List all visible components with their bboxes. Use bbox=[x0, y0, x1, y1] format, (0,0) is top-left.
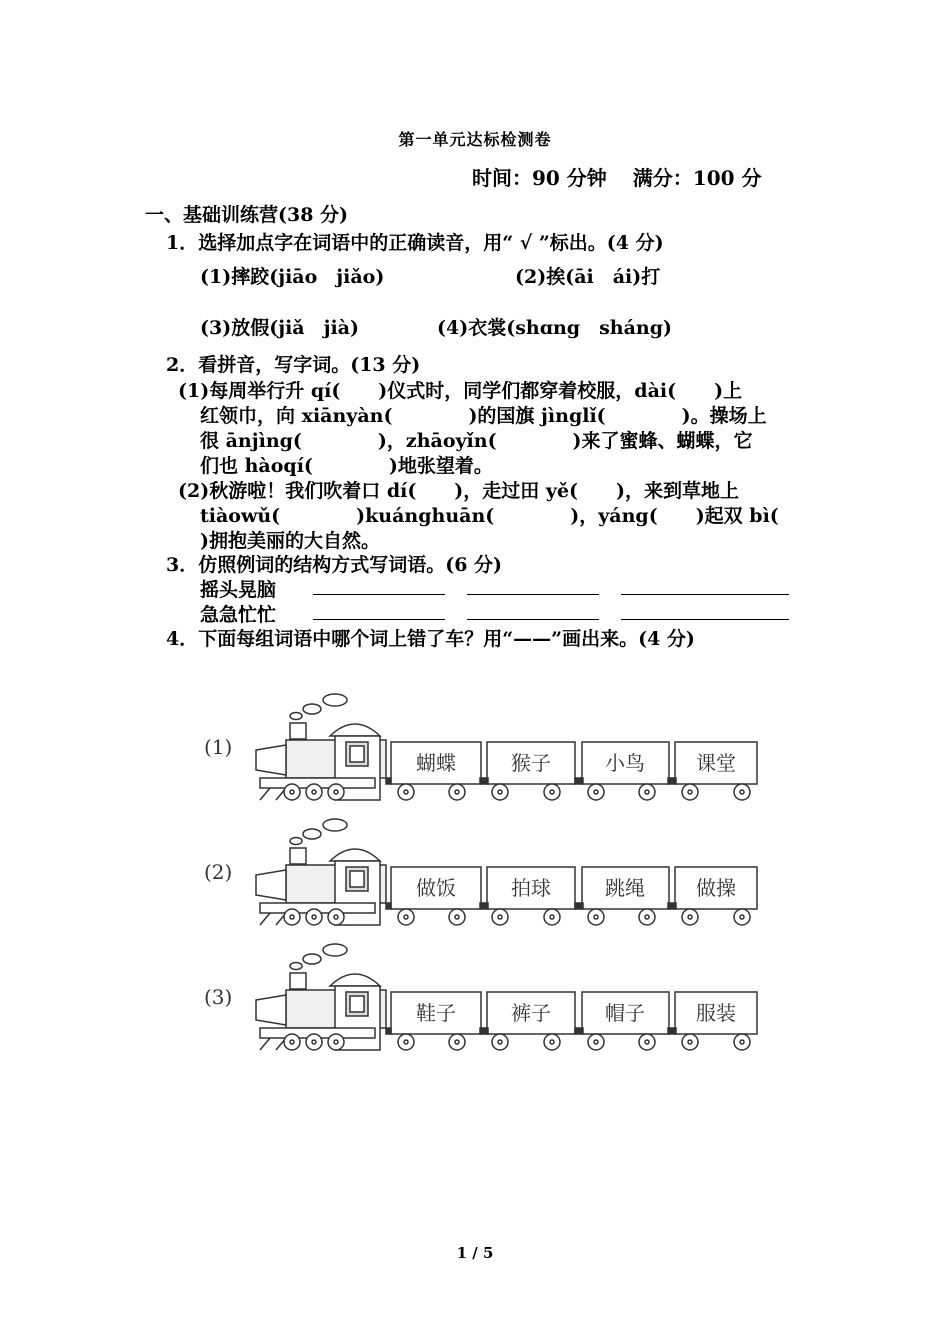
q2-p1-line-2: 红领巾，向 xiānyàn( )的国旗 jìnglǐ( )。操场上 bbox=[200, 405, 767, 427]
exam-meta bbox=[472, 162, 788, 191]
q1-item-3: (3)放假(jiǎ jià) bbox=[200, 317, 359, 339]
train-1-word-4[interactable]: 课堂 bbox=[696, 751, 736, 775]
train-2-word-3[interactable]: 跳绳 bbox=[605, 876, 645, 900]
page-title: 第一单元达标检测卷 bbox=[398, 130, 552, 149]
q2-p1-line-3: 很 ānjìng( )，zhāoyǐn( )来了蜜蜂、蝴蝶，它 bbox=[200, 430, 753, 452]
q2-p2-line-3: )拥抱美丽的大自然。 bbox=[200, 530, 380, 552]
q2-prompt: 2．看拼音，写字词。(13 分) bbox=[166, 354, 421, 376]
train-2-word-2[interactable]: 拍球 bbox=[511, 876, 551, 900]
train-icon bbox=[256, 944, 757, 1050]
q2-p2-line-1: (2)秋游啦！我们吹着口 dí( )，走过田 yě( )，来到草地上 bbox=[178, 480, 740, 502]
page-number: 1 / 5 bbox=[456, 1244, 494, 1262]
train-icon bbox=[256, 694, 757, 800]
answer-blank[interactable] bbox=[621, 576, 789, 595]
q2-p1-line-1: (1)每周举行升 qí( )仪式时，同学们都穿着校服，dài( )上 bbox=[178, 380, 743, 402]
train-1-word-2[interactable]: 猴子 bbox=[511, 751, 551, 775]
q2-p1-line-4: 们也 hàoqí( )地张望着。 bbox=[200, 455, 493, 477]
q3-example-2: 急急忙忙 bbox=[200, 604, 277, 626]
answer-blank[interactable] bbox=[313, 601, 445, 620]
train-3-word-4[interactable]: 服装 bbox=[696, 1001, 736, 1025]
train-2-word-1[interactable]: 做饭 bbox=[416, 876, 456, 900]
q1-item-4: (4)衣裳(shɑng sháng) bbox=[437, 317, 672, 339]
q3-row1-blanks bbox=[313, 576, 789, 599]
q1-item-2: (2)挨(āi ái)打 bbox=[515, 266, 661, 288]
train-2-word-4[interactable]: 做操 bbox=[696, 876, 736, 900]
q3-prompt: 3．仿照例词的结构方式写词语。(6 分) bbox=[166, 554, 503, 576]
train-3 bbox=[200, 940, 770, 1060]
q4-prompt: 4．下面每组词语中哪个词上错了车？用“——”画出来。(4 分) bbox=[166, 628, 695, 650]
q1-item-1: (1)摔跤(jiāo jiǎo) bbox=[200, 266, 385, 288]
section-1-heading: 一、基础训练营(38 分) bbox=[145, 204, 349, 226]
answer-blank[interactable] bbox=[313, 576, 445, 595]
train-1 bbox=[200, 690, 770, 810]
train-1-label: (1) bbox=[204, 735, 233, 759]
train-1-word-3[interactable]: 小鸟 bbox=[605, 751, 645, 775]
q1-prompt: 1．选择加点字在词语中的正确读音，用“ √ ”标出。(4 分) bbox=[166, 232, 664, 254]
q3-example-1: 摇头晃脑 bbox=[200, 579, 277, 601]
answer-blank[interactable] bbox=[467, 601, 599, 620]
q3-row2-blanks bbox=[313, 601, 789, 624]
train-3-word-1[interactable]: 鞋子 bbox=[416, 1001, 456, 1025]
full-score: 满分：100 分 bbox=[632, 166, 762, 190]
train-3-word-2[interactable]: 裤子 bbox=[511, 1001, 551, 1025]
train-1-word-1[interactable]: 蝴蝶 bbox=[416, 751, 456, 775]
time-limit: 时间：90 分钟 bbox=[472, 166, 607, 190]
answer-blank[interactable] bbox=[467, 576, 599, 595]
train-3-word-3[interactable]: 帽子 bbox=[605, 1001, 645, 1025]
train-icon bbox=[256, 819, 757, 925]
train-3-label: (3) bbox=[204, 985, 233, 1009]
train-2-label: (2) bbox=[204, 860, 233, 884]
answer-blank[interactable] bbox=[621, 601, 789, 620]
train-2 bbox=[200, 815, 770, 935]
q2-p2-line-2: tiàowǔ( )kuánghuān( )，yáng( )起双 bì( bbox=[200, 505, 779, 527]
